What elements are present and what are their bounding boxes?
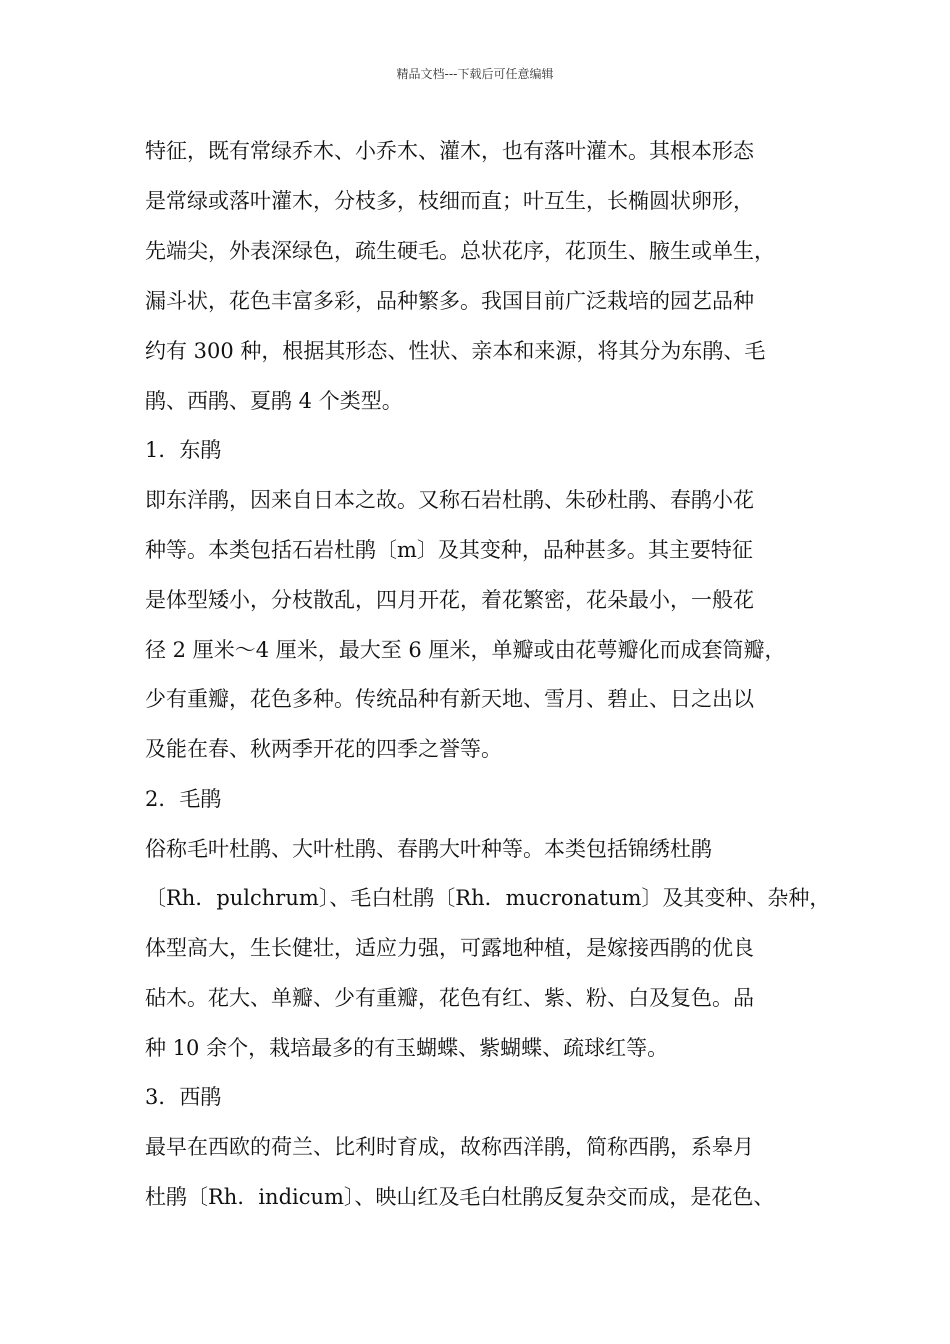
section-heading-3: 3．西鹃 — [145, 1085, 222, 1109]
body-line-12: 及能在春、秋两季开花的四季之誉等。 — [145, 737, 502, 761]
body-line-11: 少有重瓣，花色多种。传统品种有新天地、雪月、碧止、日之出以 — [145, 687, 754, 711]
body-line-16: 砧木。花大、单瓣、少有重瓣，花色有红、紫、粉、白及复色。品 — [145, 986, 754, 1010]
body-line-18: 最早在西欧的荷兰、比利时育成，故称西洋鹃，简称西鹃，系皋月 — [145, 1135, 754, 1159]
body-line-8: 种等。本类包括石岩杜鹃〔m〕及其变种，品种甚多。其主要特征 — [145, 538, 753, 562]
body-line-1: 特征，既有常绿乔木、小乔木、灌木，也有落叶灌木。其根本形态 — [145, 139, 754, 163]
section-heading-1: 1．东鹃 — [145, 438, 222, 462]
body-line-2: 是常绿或落叶灌木，分枝多，枝细而直；叶互生，长椭圆状卵形， — [145, 189, 754, 213]
body-line-6: 鹃、西鹃、夏鹃 4 个类型。 — [145, 389, 403, 413]
body-line-5: 约有 300 种，根据其形态、性状、亲本和来源，将其分为东鹃、毛 — [145, 339, 766, 363]
body-line-17: 种 10 余个，栽培最多的有玉蝴蝶、紫蝴蝶、疏球红等。 — [145, 1036, 669, 1060]
body-line-10: 径 2 厘米～4 厘米，最大至 6 厘米，单瓣或由花萼瓣化而成套筒瓣， — [145, 638, 786, 662]
page-header: 精品文档---下载后可任意编辑 — [396, 67, 554, 81]
body-line-7: 即东洋鹃，因来自日本之故。又称石岩杜鹃、朱砂杜鹃、春鹃小花 — [145, 488, 754, 512]
body-line-9: 是体型矮小，分枝散乱，四月开花，着花繁密，花朵最小，一般花 — [145, 588, 754, 612]
body-line-19: 杜鹃〔Rh．indicum〕、映山红及毛白杜鹃反复杂交而成，是花色、 — [145, 1185, 775, 1209]
body-line-14: 〔Rh．pulchrum〕、毛白杜鹃〔Rh．mucronatum〕及其变种、杂种， — [145, 886, 831, 910]
body-line-13: 俗称毛叶杜鹃、大叶杜鹃、春鹃大叶种等。本类包括锦绣杜鹃 — [145, 837, 712, 861]
body-line-3: 先端尖，外表深绿色，疏生硬毛。总状花序，花顶生、腋生或单生， — [145, 239, 775, 263]
section-heading-2: 2．毛鹃 — [145, 787, 222, 811]
body-line-4: 漏斗状，花色丰富多彩，品种繁多。我国目前广泛栽培的园艺品种 — [145, 289, 754, 313]
body-line-15: 体型高大，生长健壮，适应力强，可露地种植，是嫁接西鹃的优良 — [145, 936, 754, 960]
